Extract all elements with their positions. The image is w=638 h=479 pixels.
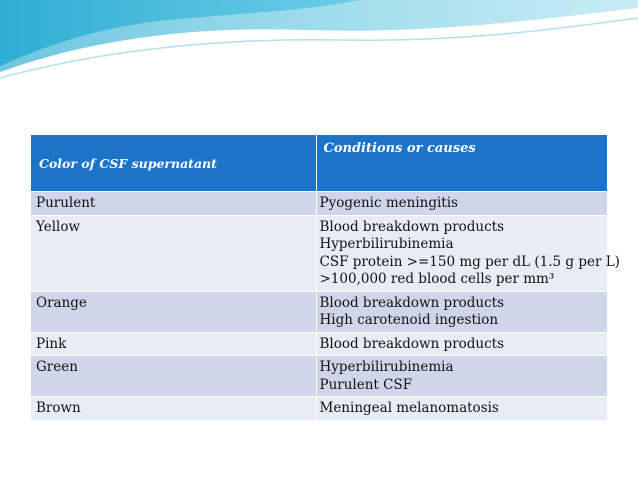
- cause-line: >100,000 red blood cells per mm³: [319, 271, 555, 287]
- table-row: [31, 332, 607, 356]
- table-row: [31, 356, 607, 397]
- cause-line: Hyperbilirubinemia: [319, 359, 454, 375]
- cell-causes: [316, 332, 607, 356]
- cell-color: Purulent: [31, 192, 316, 216]
- table-row: [31, 192, 607, 216]
- cause-line: High carotenoid ingestion: [319, 312, 499, 328]
- decorative-wave-banner: [0, 0, 638, 80]
- cause-line: Blood breakdown products: [319, 335, 505, 352]
- cause-line: Meningeal melanomatosis: [319, 400, 499, 416]
- cause-line: Purulent CSF: [319, 376, 413, 393]
- cause-line: Blood breakdown products: [319, 294, 505, 311]
- cause-line: CSF protein >=150 mg per dL (1.5 g per L): [319, 253, 620, 270]
- header-conditions: Conditions or causes: [316, 135, 607, 192]
- cell-causes: [316, 192, 607, 216]
- cell-color: Pink: [31, 332, 316, 356]
- table-header-row: [31, 135, 607, 192]
- cause-line: Blood breakdown products: [319, 218, 505, 235]
- cause-line: Pyogenic meningitis: [319, 195, 458, 211]
- cell-color: Green: [31, 356, 316, 397]
- table-row: [31, 291, 607, 332]
- cell-causes: [316, 215, 620, 291]
- cell-color: Yellow: [31, 215, 316, 291]
- cell-causes: [316, 397, 607, 420]
- table-row: [31, 397, 607, 420]
- header-color: Color of CSF supernatant: [31, 135, 316, 192]
- cell-causes: [316, 356, 607, 397]
- table-row: [31, 215, 607, 291]
- cell-color: Orange: [31, 291, 316, 332]
- csf-color-table: [31, 135, 620, 420]
- cell-color: Brown: [31, 397, 316, 420]
- cell-causes: [316, 291, 607, 332]
- cause-line: Hyperbilirubinemia: [319, 236, 454, 252]
